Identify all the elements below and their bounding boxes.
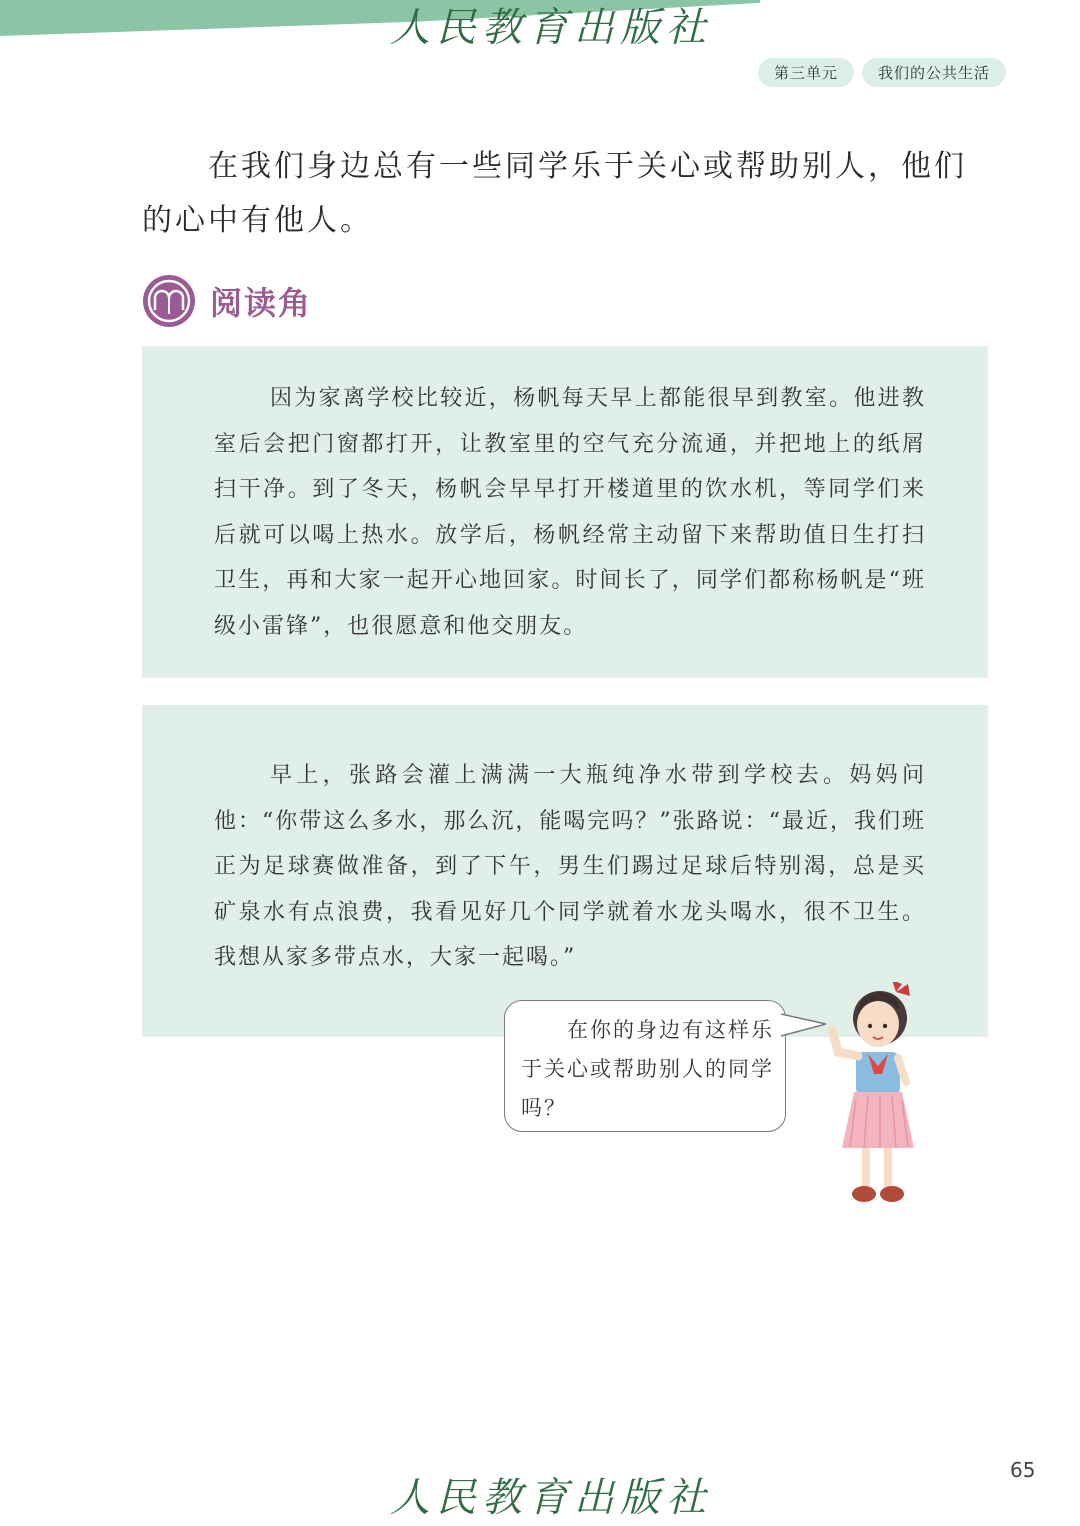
girl-illustration (822, 982, 926, 1208)
story-text-1: 因为家离学校比较近，杨帆每天早上都能很早到教室。他进教室后会把门窗都打开，让教室里的空气充分流通，并把地上的纸屑扫干净。到了冬天，杨帆会早早打开楼道里的饮水机，等同学们来后就可以喝上热水。放学后，杨帆经常主动留下来帮助值日生打扫卫生，再和大家一起开心地回家。时间长了，同学们都称杨帆是“班级小雷锋”，也很愿意和他交朋友。 (214, 386, 926, 639)
reading-corner-icon (142, 274, 196, 328)
intro-paragraph: 在我们身边总有一些同学乐于关心或帮助别人，他们的心中有他人。 (142, 149, 967, 238)
section-title: 阅读角 (210, 284, 313, 322)
speech-bubble (504, 1000, 786, 1132)
section-heading (142, 274, 312, 328)
page-number: 65 (1010, 1458, 1036, 1482)
story-text-2: 早上，张路会灌上满满一大瓶纯净水带到学校去。妈妈问他：“你带这么多水，那么沉，能喝完吗？”张路说：“最近，我们班正为足球赛做准备，到了下午，男生们踢过足球后特别渴，总是买矿泉水有点浪费，我看见好几个同学就着水龙头喝水，很不卫生。我想从家多带点水，大家一起喝。” (214, 763, 926, 971)
story-box-1 (142, 346, 988, 678)
publisher-watermark-top: 人民教育出版社 (390, 5, 712, 51)
unit-breadcrumb (758, 58, 1006, 87)
unit-label: 第三单元 (758, 58, 854, 87)
speech-bubble-text: 在你的身边有这样乐于关心或帮助别人的同学吗？ (521, 1018, 774, 1120)
publisher-watermark-bottom: 人民教育出版社 (390, 1475, 712, 1521)
unit-title: 我们的公共生活 (862, 58, 1006, 87)
